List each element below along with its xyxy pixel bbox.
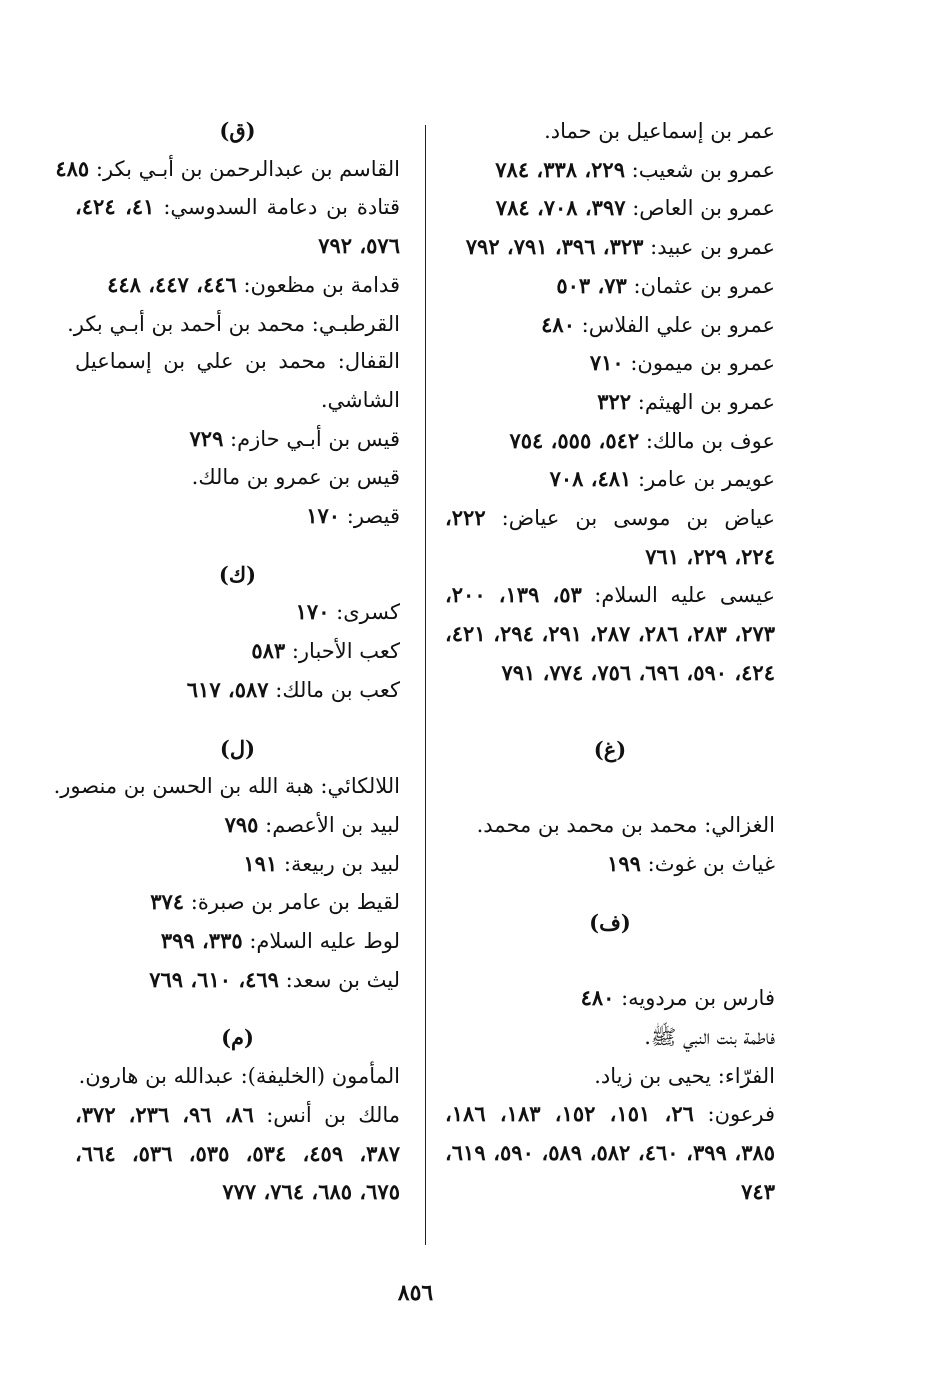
index-entry: لبيد بن الأعصم: ٧٩٥ [224,811,400,837]
index-entry: عمرو بن عبيد: ٣٢٣، ٣٩٦، ٧٩١، ٧٩٢ [465,234,775,260]
section-gap [445,884,775,904]
section-heading-kaf: (ك) [218,561,257,587]
right-column [445,112,775,1212]
index-entry: عمرو بن ميمون: ٧١٠ [589,350,775,376]
column-divider [425,125,426,1245]
index-entry: قتادة بن دعامة السدوسي: ٤١، ٤٢٤، ٥٧٦، ٧٩٢ [75,194,400,259]
index-entry: مالك بن أنس: ٨٦، ٩٦، ٢٣٦، ٣٧٢، ٣٨٧، ٤٥٩، ٥٣٤، ٥٣٥، ٥٣٦، ٦٦٤، ٦٧٥، ٦٨٥، ٧٦٤، ٧٧٧ [75,1101,401,1205]
index-entry: الغزالي: محمد بن محمد بن محمد. [476,813,775,838]
index-entry: لبيد بن ربيعة: ١٩١ [243,850,400,876]
index-entry: قيصر: ١٧٠ [306,503,400,529]
index-entry: عمرو بن الهيثم: ٣٢٢ [597,388,775,414]
index-entry: قيس بن أبـي حازم: ٧٢٩ [189,425,400,451]
index-entry: عويمر بن عامر: ٤٨١، ٧٠٨ [549,466,775,492]
index-entry: فاطمة بنت النبي ﷺ. [644,1025,775,1050]
section-gap [75,999,400,1019]
section-heading-qaf: (ق) [219,118,256,143]
index-entry: قيس بن عمرو بن مالك. [191,465,400,490]
section-gap [445,768,775,806]
section-gap [75,710,400,730]
index-entry: اللالكائي: هبة الله بن الحسن بن منصور. [53,774,400,799]
index-entry: لقيط بن عامر بن صبرة: ٣٧٤ [150,889,400,915]
section-heading-lam: (ل) [219,735,256,761]
index-entry: فرعون: ٢٦، ١٥١، ١٥٢، ١٨٣، ١٨٦، ٣٨٥، ٣٩٩، ٤٦٠، ٥٨٢، ٥٨٩، ٥٩٠، ٦١٩، ٧٤٣ [445,1101,776,1204]
index-entry: عيسى عليه السلام: ٥٣، ١٣٩، ٢٠٠، ٢٧٣، ٢٨٣، ٢٨٦، ٢٨٧، ٢٩١، ٢٩٤، ٤٢١، ٤٢٤، ٥٩٠، ٦٩٦، ٧٥٦، ٧٧٤، ٧٩١ [445,582,776,685]
section-heading-fa: (ف) [589,909,631,935]
index-entry: عمرو بن علي الفلاس: ٤٨٠ [541,311,775,337]
index-entry: لوط عليه السلام: ٣٣٥، ٣٩٩ [160,928,400,954]
index-entry: عمر بن إسماعيل بن حماد. [544,119,775,143]
index-entry: قدامة بن مظعون: ٤٤٦، ٤٤٧، ٤٤٨ [107,271,400,297]
index-entry: عمرو بن العاص: ٣٩٧، ٧٠٨، ٧٨٤ [495,195,775,221]
section-heading-ghain: (غ) [593,736,627,762]
index-entry: الفرّاء: يحيى بن زياد. [594,1063,775,1088]
index-entry: القرطبـي: محمد بن أحمد بن أبـي بكر. [67,311,400,336]
section-gap [75,536,400,556]
index-entry: غياث بن غوث: ١٩٩ [607,850,775,876]
index-entry: عمرو بن عثمان: ٧٣، ٥٠٣ [556,272,775,298]
index-entry: المأمون (الخليفة): عبدالله بن هارون. [78,1064,400,1089]
section-heading-mim: (م) [221,1025,254,1051]
index-entry: كعب بن مالك: ٥٨٧، ٦١٧ [186,676,400,702]
section-gap [445,693,775,731]
index-entry: القفال: محمد بن علي بن إسماعيل الشاشي. [75,349,400,412]
section-gap [445,941,775,979]
index-entry: فارس بن مردويه: ٤٨٠ [580,985,775,1011]
index-entry: عوف بن مالك: ٥٤٢، ٥٥٥، ٧٥٤ [509,427,775,453]
index-entry: كسرى: ١٧٠ [295,599,400,625]
left-column [53,112,401,1212]
index-entry: عمرو بن شعيب: ٢٢٩، ٣٣٨، ٧٨٤ [495,156,775,182]
page-number: ٨٥٦ [397,1280,434,1306]
index-entry: القاسم بن عبدالرحمن بن أبـي بكر: ٤٨٥ [55,155,400,181]
index-entry: ليث بن سعد: ٤٦٩، ٦١٠، ٧٦٩ [149,966,400,992]
index-entry: عياض بن موسى بن عياض: ٢٢٢، ٢٢٤، ٢٢٩، ٧٦١ [445,505,775,569]
index-entry: كعب الأحبار: ٥٨٣ [251,638,400,664]
